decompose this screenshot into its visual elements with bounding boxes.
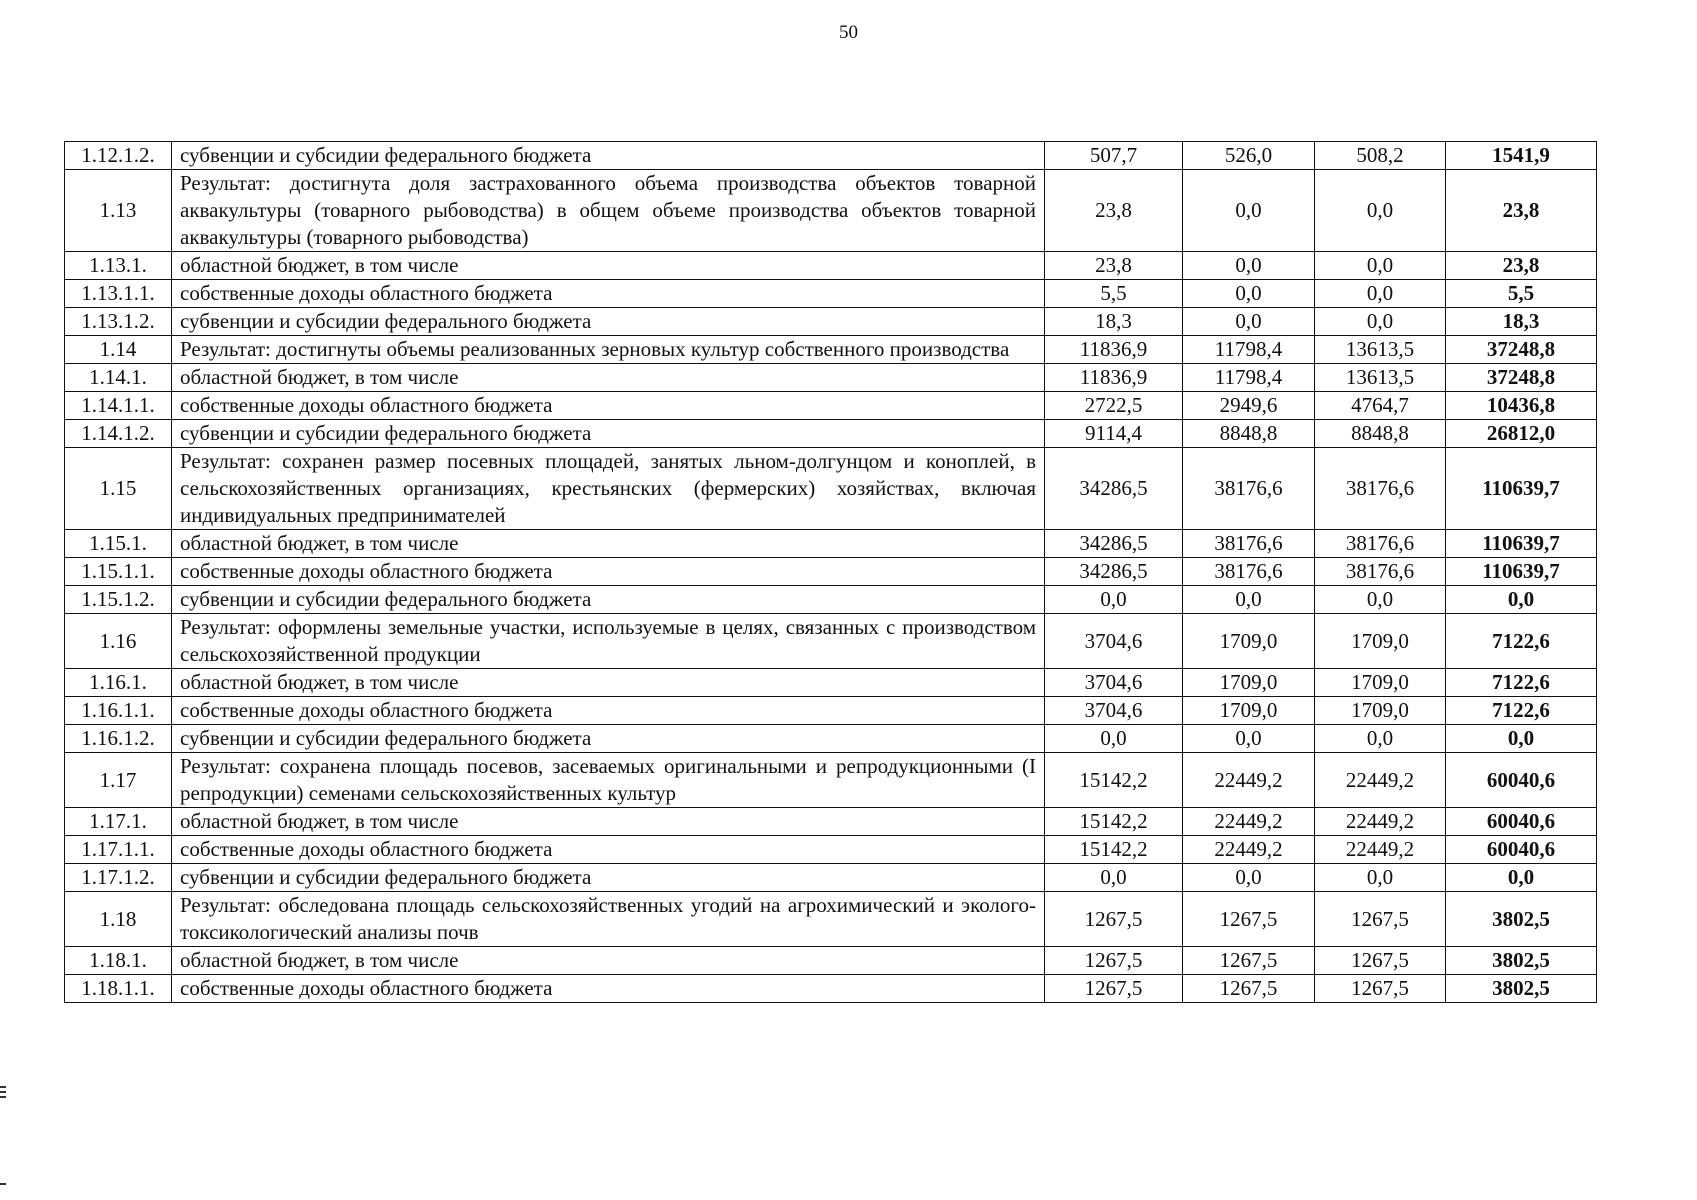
row-number: 1.16.1. bbox=[65, 669, 172, 697]
row-number: 1.15.1. bbox=[65, 530, 172, 558]
row-description: субвенции и субсидии федерального бюджета bbox=[172, 864, 1045, 892]
value-year-3: 1267,5 bbox=[1315, 892, 1446, 947]
value-year-2: 0,0 bbox=[1183, 252, 1315, 280]
value-year-1: 3704,6 bbox=[1045, 697, 1183, 725]
value-year-3: 0,0 bbox=[1315, 170, 1446, 252]
value-year-3: 0,0 bbox=[1315, 864, 1446, 892]
value-year-1: 9114,4 bbox=[1045, 420, 1183, 448]
table-row bbox=[65, 892, 1597, 947]
value-year-2: 1709,0 bbox=[1183, 669, 1315, 697]
table-row bbox=[65, 448, 1597, 530]
table-row bbox=[65, 975, 1597, 1003]
value-total: 23,8 bbox=[1446, 170, 1597, 252]
table-row bbox=[65, 142, 1597, 170]
value-total: 18,3 bbox=[1446, 308, 1597, 336]
table-row bbox=[65, 808, 1597, 836]
value-total: 0,0 bbox=[1446, 864, 1597, 892]
table-row bbox=[65, 308, 1597, 336]
value-year-1: 3704,6 bbox=[1045, 669, 1183, 697]
value-total: 3802,5 bbox=[1446, 947, 1597, 975]
value-year-2: 2949,6 bbox=[1183, 392, 1315, 420]
row-description: собственные доходы областного бюджета bbox=[172, 697, 1045, 725]
value-total: 60040,6 bbox=[1446, 836, 1597, 864]
row-description: Результат: сохранена площадь посевов, засеваемых оригинальными и репродукционными (I репродукции) семенами сельскохозяйственных культур bbox=[172, 753, 1045, 808]
value-year-3: 4764,7 bbox=[1315, 392, 1446, 420]
value-year-1: 34286,5 bbox=[1045, 448, 1183, 530]
value-year-1: 34286,5 bbox=[1045, 530, 1183, 558]
row-description: областной бюджет, в том числе bbox=[172, 364, 1045, 392]
row-description: субвенции и субсидии федерального бюджета bbox=[172, 420, 1045, 448]
value-total: 7122,6 bbox=[1446, 697, 1597, 725]
value-year-3: 22449,2 bbox=[1315, 808, 1446, 836]
row-description: Результат: достигнута доля застрахованного объема производства объектов товарной аквакультуры (товарного рыбоводства) в общем объеме производства объектов товарной аквакультуры (товарного рыбоводства) bbox=[172, 170, 1045, 252]
value-year-2: 1267,5 bbox=[1183, 975, 1315, 1003]
row-number: 1.16.1.2. bbox=[65, 725, 172, 753]
value-year-3: 13613,5 bbox=[1315, 336, 1446, 364]
table-row bbox=[65, 864, 1597, 892]
value-year-1: 5,5 bbox=[1045, 280, 1183, 308]
row-description: собственные доходы областного бюджета bbox=[172, 558, 1045, 586]
row-description: областной бюджет, в том числе bbox=[172, 530, 1045, 558]
value-year-1: 11836,9 bbox=[1045, 336, 1183, 364]
value-year-3: 1709,0 bbox=[1315, 697, 1446, 725]
value-year-3: 22449,2 bbox=[1315, 836, 1446, 864]
table-row bbox=[65, 530, 1597, 558]
value-year-2: 0,0 bbox=[1183, 864, 1315, 892]
value-total: 7122,6 bbox=[1446, 614, 1597, 669]
value-year-2: 526,0 bbox=[1183, 142, 1315, 170]
table-row bbox=[65, 947, 1597, 975]
value-total: 1541,9 bbox=[1446, 142, 1597, 170]
value-year-2: 0,0 bbox=[1183, 725, 1315, 753]
value-year-1: 3704,6 bbox=[1045, 614, 1183, 669]
value-year-1: 18,3 bbox=[1045, 308, 1183, 336]
row-description: собственные доходы областного бюджета bbox=[172, 280, 1045, 308]
table-row bbox=[65, 614, 1597, 669]
row-number: 1.17.1.1. bbox=[65, 836, 172, 864]
row-number: 1.14.1.2. bbox=[65, 420, 172, 448]
table-row bbox=[65, 836, 1597, 864]
value-year-2: 0,0 bbox=[1183, 170, 1315, 252]
budget-table bbox=[64, 141, 1597, 1003]
value-year-1: 1267,5 bbox=[1045, 892, 1183, 947]
value-year-3: 38176,6 bbox=[1315, 448, 1446, 530]
value-total: 10436,8 bbox=[1446, 392, 1597, 420]
row-description: субвенции и субсидии федерального бюджета bbox=[172, 308, 1045, 336]
row-description: областной бюджет, в том числе bbox=[172, 947, 1045, 975]
row-number: 1.13.1.2. bbox=[65, 308, 172, 336]
value-year-3: 22449,2 bbox=[1315, 753, 1446, 808]
value-year-1: 1267,5 bbox=[1045, 947, 1183, 975]
value-year-2: 1267,5 bbox=[1183, 947, 1315, 975]
table-row bbox=[65, 697, 1597, 725]
value-year-1: 2722,5 bbox=[1045, 392, 1183, 420]
value-year-2: 38176,6 bbox=[1183, 558, 1315, 586]
table-row bbox=[65, 725, 1597, 753]
value-year-1: 15142,2 bbox=[1045, 836, 1183, 864]
value-year-3: 13613,5 bbox=[1315, 364, 1446, 392]
value-year-2: 38176,6 bbox=[1183, 448, 1315, 530]
value-year-2: 22449,2 bbox=[1183, 836, 1315, 864]
row-number: 1.15.1.1. bbox=[65, 558, 172, 586]
value-year-3: 8848,8 bbox=[1315, 420, 1446, 448]
value-year-3: 0,0 bbox=[1315, 252, 1446, 280]
row-description: областной бюджет, в том числе bbox=[172, 252, 1045, 280]
row-description: Результат: оформлены земельные участки, используемые в целях, связанных с производством сельскохозяйственной продукции bbox=[172, 614, 1045, 669]
value-year-2: 11798,4 bbox=[1183, 364, 1315, 392]
row-number: 1.16 bbox=[65, 614, 172, 669]
value-year-3: 0,0 bbox=[1315, 280, 1446, 308]
value-year-1: 0,0 bbox=[1045, 725, 1183, 753]
value-year-2: 8848,8 bbox=[1183, 420, 1315, 448]
value-year-1: 15142,2 bbox=[1045, 753, 1183, 808]
value-year-1: 1267,5 bbox=[1045, 975, 1183, 1003]
value-total: 3802,5 bbox=[1446, 892, 1597, 947]
row-description: Результат: обследована площадь сельскохозяйственных угодий на агрохимический и эколого-токсикологический анализы почв bbox=[172, 892, 1045, 947]
table-row bbox=[65, 280, 1597, 308]
value-year-1: 11836,9 bbox=[1045, 364, 1183, 392]
table-row bbox=[65, 336, 1597, 364]
row-description: собственные доходы областного бюджета bbox=[172, 392, 1045, 420]
row-number: 1.13 bbox=[65, 170, 172, 252]
row-number: 1.12.1.2. bbox=[65, 142, 172, 170]
value-year-3: 1267,5 bbox=[1315, 947, 1446, 975]
value-year-2: 1267,5 bbox=[1183, 892, 1315, 947]
scan-mark bbox=[0, 1091, 6, 1093]
value-year-3: 38176,6 bbox=[1315, 530, 1446, 558]
value-total: 3802,5 bbox=[1446, 975, 1597, 1003]
table-row bbox=[65, 364, 1597, 392]
value-year-3: 508,2 bbox=[1315, 142, 1446, 170]
value-year-2: 38176,6 bbox=[1183, 530, 1315, 558]
value-year-3: 1267,5 bbox=[1315, 975, 1446, 1003]
value-total: 26812,0 bbox=[1446, 420, 1597, 448]
table-row bbox=[65, 558, 1597, 586]
row-number: 1.18.1.1. bbox=[65, 975, 172, 1003]
row-number: 1.15 bbox=[65, 448, 172, 530]
scan-mark bbox=[0, 1096, 6, 1098]
value-total: 37248,8 bbox=[1446, 336, 1597, 364]
value-total: 110639,7 bbox=[1446, 558, 1597, 586]
value-total: 60040,6 bbox=[1446, 753, 1597, 808]
value-year-2: 22449,2 bbox=[1183, 753, 1315, 808]
value-year-3: 0,0 bbox=[1315, 725, 1446, 753]
value-year-3: 0,0 bbox=[1315, 308, 1446, 336]
value-year-3: 1709,0 bbox=[1315, 669, 1446, 697]
row-number: 1.15.1.2. bbox=[65, 586, 172, 614]
value-total: 110639,7 bbox=[1446, 530, 1597, 558]
value-year-1: 507,7 bbox=[1045, 142, 1183, 170]
value-year-2: 22449,2 bbox=[1183, 808, 1315, 836]
row-description: собственные доходы областного бюджета bbox=[172, 975, 1045, 1003]
value-year-2: 1709,0 bbox=[1183, 614, 1315, 669]
row-number: 1.16.1.1. bbox=[65, 697, 172, 725]
value-year-2: 11798,4 bbox=[1183, 336, 1315, 364]
row-number: 1.18.1. bbox=[65, 947, 172, 975]
row-number: 1.18 bbox=[65, 892, 172, 947]
value-year-1: 23,8 bbox=[1045, 252, 1183, 280]
value-year-1: 23,8 bbox=[1045, 170, 1183, 252]
row-description: собственные доходы областного бюджета bbox=[172, 836, 1045, 864]
value-year-3: 38176,6 bbox=[1315, 558, 1446, 586]
row-description: Результат: достигнуты объемы реализованных зерновых культур собственного производства bbox=[172, 336, 1045, 364]
table-row bbox=[65, 420, 1597, 448]
table-row bbox=[65, 392, 1597, 420]
value-year-3: 0,0 bbox=[1315, 586, 1446, 614]
table-row bbox=[65, 252, 1597, 280]
row-number: 1.14 bbox=[65, 336, 172, 364]
row-number: 1.14.1. bbox=[65, 364, 172, 392]
table-row bbox=[65, 753, 1597, 808]
value-total: 0,0 bbox=[1446, 586, 1597, 614]
row-description: областной бюджет, в том числе bbox=[172, 808, 1045, 836]
scan-mark bbox=[0, 1086, 6, 1088]
row-description: Результат: сохранен размер посевных площадей, занятых льном-долгунцом и коноплей, в сельскохозяйственных организациях, крестьянских (фермерских) хозяйствах, включая индивидуальных предпринимателей bbox=[172, 448, 1045, 530]
value-total: 5,5 bbox=[1446, 280, 1597, 308]
value-year-1: 34286,5 bbox=[1045, 558, 1183, 586]
table-row bbox=[65, 170, 1597, 252]
row-number: 1.13.1.1. bbox=[65, 280, 172, 308]
value-year-1: 0,0 bbox=[1045, 864, 1183, 892]
row-number: 1.17.1.2. bbox=[65, 864, 172, 892]
value-year-1: 0,0 bbox=[1045, 586, 1183, 614]
value-year-2: 1709,0 bbox=[1183, 697, 1315, 725]
value-total: 7122,6 bbox=[1446, 669, 1597, 697]
scan-mark bbox=[0, 1183, 6, 1185]
value-total: 110639,7 bbox=[1446, 448, 1597, 530]
value-total: 60040,6 bbox=[1446, 808, 1597, 836]
table-row bbox=[65, 586, 1597, 614]
row-description: субвенции и субсидии федерального бюджета bbox=[172, 142, 1045, 170]
row-number: 1.14.1.1. bbox=[65, 392, 172, 420]
page-number: 50 bbox=[839, 22, 858, 43]
value-total: 0,0 bbox=[1446, 725, 1597, 753]
value-year-3: 1709,0 bbox=[1315, 614, 1446, 669]
value-total: 37248,8 bbox=[1446, 364, 1597, 392]
value-year-1: 15142,2 bbox=[1045, 808, 1183, 836]
row-description: областной бюджет, в том числе bbox=[172, 669, 1045, 697]
value-total: 23,8 bbox=[1446, 252, 1597, 280]
row-number: 1.17 bbox=[65, 753, 172, 808]
table-row bbox=[65, 669, 1597, 697]
value-year-2: 0,0 bbox=[1183, 280, 1315, 308]
value-year-2: 0,0 bbox=[1183, 308, 1315, 336]
row-number: 1.17.1. bbox=[65, 808, 172, 836]
value-year-2: 0,0 bbox=[1183, 586, 1315, 614]
row-description: субвенции и субсидии федерального бюджета bbox=[172, 725, 1045, 753]
row-number: 1.13.1. bbox=[65, 252, 172, 280]
row-description: субвенции и субсидии федерального бюджета bbox=[172, 586, 1045, 614]
budget-table-body bbox=[65, 142, 1597, 1003]
